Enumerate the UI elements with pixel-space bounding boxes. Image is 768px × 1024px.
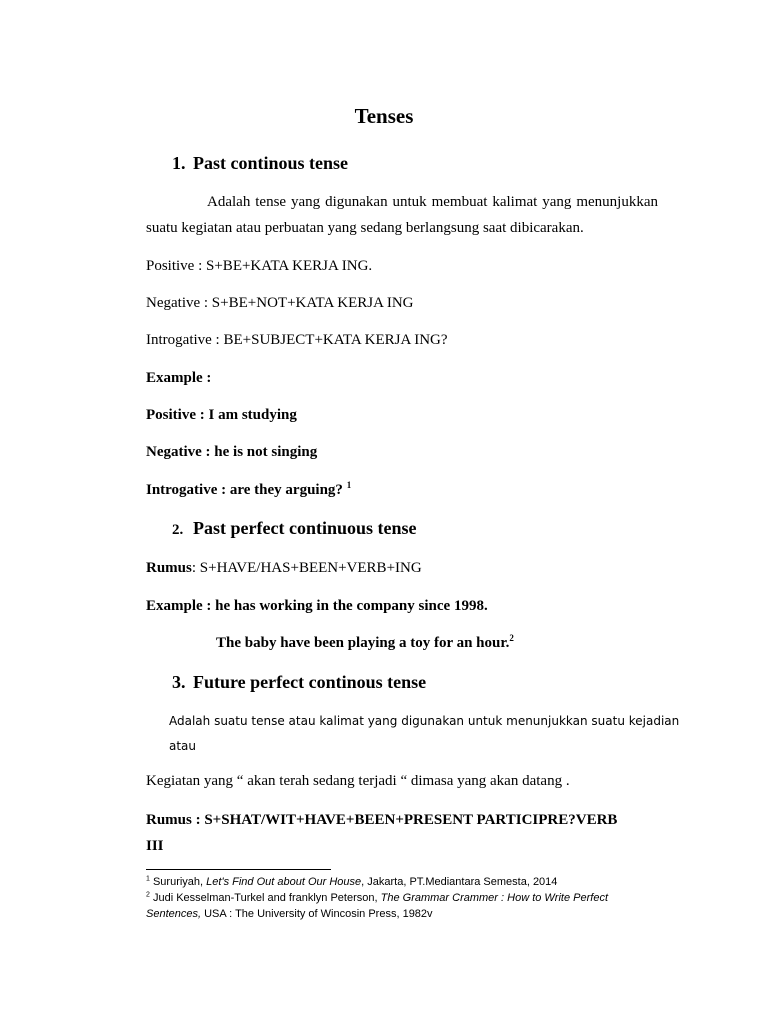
- footnote-1: [146, 876, 557, 888]
- formula-negative: Negative : S+BE+NOT+KATA KERJA ING: [146, 295, 414, 311]
- section-1-heading: Past continous tense: [193, 153, 349, 173]
- section-2-rumus: [146, 560, 422, 577]
- footnote-1-title: Let's Find Out about Our House: [206, 876, 362, 888]
- section-3-heading: Future perfect continous tense: [193, 672, 427, 692]
- footnote-separator: [146, 869, 331, 870]
- example-negative: Negative : he is not singing: [146, 444, 318, 460]
- formula-introgative: Introgative : BE+SUBJECT+KATA KERJA ING?: [146, 332, 448, 348]
- page-title: Tenses: [354, 104, 414, 128]
- footnote-1-number: 1: [146, 875, 150, 883]
- footnote-2-title-line-2: Sentences,: [146, 908, 202, 920]
- section-2-example-2: [216, 635, 514, 652]
- example-positive: Positive : I am studying: [146, 407, 297, 423]
- footnote-2-line-1: [146, 892, 608, 904]
- section-3-rumus-line-1: Rumus : S+SHAT/WIT+HAVE+BEEN+PRESENT PARTICIPRE?VERB: [146, 812, 618, 828]
- section-3-paragraph-line-2: atau: [169, 739, 197, 753]
- example-label: Example :: [146, 370, 212, 386]
- formula-positive: Positive : S+BE+KATA KERJA ING.: [146, 258, 373, 274]
- section-2-example-2-text: The baby have been playing a toy for an hour.: [216, 635, 510, 651]
- footnote-2-number: 2: [146, 891, 150, 899]
- section-1-number: 1.: [172, 153, 186, 173]
- example-introgative-text: Introgative : are they arguing?: [146, 482, 343, 498]
- footnote-ref-1[interactable]: 1: [346, 480, 352, 490]
- rumus-label: Rumus: [146, 560, 192, 576]
- footnote-1-rest: , Jakarta, PT.Mediantara Semesta, 2014: [361, 876, 558, 888]
- section-1-paragraph-line-1: Adalah tense yang digunakan untuk membuat kalimat yang menunjukkan: [207, 194, 658, 210]
- footnote-2-line-2: [146, 908, 433, 920]
- rumus-value: : S+HAVE/HAS+BEEN+VERB+ING: [191, 560, 422, 576]
- section-2-heading: Past perfect continuous tense: [193, 518, 417, 538]
- footnote-2-author: Judi Kesselman-Turkel and franklyn Peterson,: [152, 892, 381, 904]
- section-3-paragraph-line-1: Adalah suatu tense atau kalimat yang digunakan untuk menunjukkan suatu kejadian: [169, 714, 680, 728]
- section-3-paragraph-line-3: Kegiatan yang “ akan terah sedang terjadi “ dimasa yang akan datang .: [146, 773, 570, 789]
- section-3-rumus-line-2: III: [146, 838, 164, 854]
- example-introgative: [146, 482, 351, 499]
- section-2-example-1: Example : he has working in the company since 1998.: [146, 598, 488, 614]
- footnote-2-title-line-1: The Grammar Crammer : How to Write Perfect: [380, 892, 608, 904]
- footnote-1-author: Sururiyah,: [152, 876, 207, 888]
- footnote-ref-2[interactable]: 2: [509, 633, 514, 643]
- section-2-number: 2.: [172, 522, 184, 538]
- footnote-2-rest: USA : The University of Wincosin Press, 1982v: [201, 908, 433, 920]
- section-1-paragraph-line-2: suatu kegiatan atau perbuatan yang sedang berlangsung saat dibicarakan.: [146, 220, 584, 236]
- section-3-number: 3.: [172, 672, 186, 692]
